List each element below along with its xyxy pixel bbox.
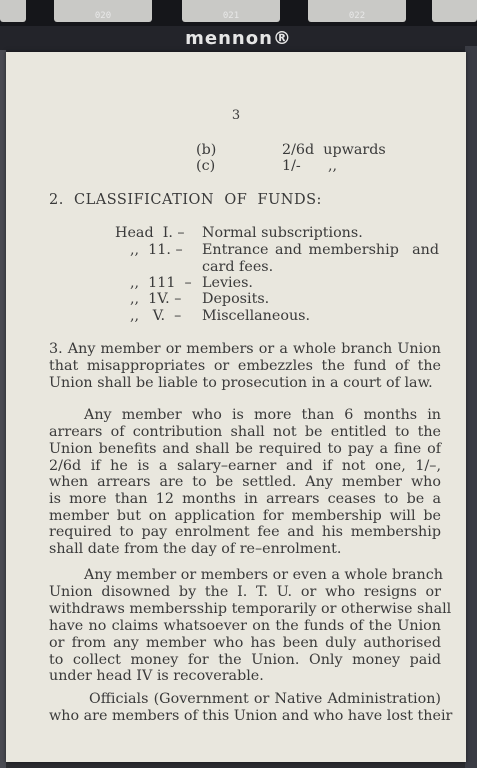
head-text: Levies. <box>202 275 253 291</box>
paragraph-line: shall date from the day of re–enrolment. <box>49 541 342 557</box>
head-text: Miscellaneous. <box>202 308 311 324</box>
paragraph-line: have no claims whatsoever on the funds of the Union <box>49 618 441 634</box>
paragraph-line: arrears of contribution shall not be entitled to the <box>49 424 441 440</box>
film-frame <box>54 0 152 22</box>
paragraph-line: to collect money for the Union. Only money paid <box>49 652 441 668</box>
paragraph-line: Any member who is more than 6 months in <box>84 407 441 423</box>
paragraph-line: when arrears are to be settled. Any member who <box>49 474 441 490</box>
head-text: card fees. <box>202 259 274 275</box>
film-frame <box>182 0 280 22</box>
head-text: Entrance and membership and <box>202 242 439 258</box>
list-item-value: 1/- ,, <box>282 158 338 174</box>
paragraph-line: Any member or members or even a whole branch <box>84 567 443 583</box>
list-item-label: (c) <box>196 158 216 174</box>
head-prefix: Head I. – <box>115 225 185 241</box>
film-frame-number: 022 <box>348 11 366 21</box>
list-item-value: 2/6d upwards <box>282 142 386 158</box>
paragraph-line: under head IV is recoverable. <box>49 668 264 684</box>
paragraph-line: who are members of this Union and who have lost their <box>49 708 453 724</box>
list-item-label: (b) <box>196 142 217 158</box>
head-text: Normal subscriptions. <box>202 225 363 241</box>
head-prefix: ,, 11. – <box>130 242 183 258</box>
film-frame-number: 021 <box>222 11 240 21</box>
document-page <box>6 52 466 762</box>
paragraph-line: Union disowned by the I. T. U. or who resigns or <box>49 584 441 600</box>
section-heading: 2. CLASSIFICATION OF FUNDS: <box>49 192 322 208</box>
scanner-edge-right <box>465 46 477 768</box>
paragraph-line: Union shall be liable to prosecution in a court of law. <box>49 375 433 391</box>
head-prefix: ,, 1V. – <box>130 291 182 307</box>
paragraph-line: withdraws membersship temporarily or otherwise shall <box>49 601 452 617</box>
page-number: 3 <box>231 108 241 123</box>
paragraph-line: 2/6d if he is a salary–earner and if not one, 1/–, <box>49 458 441 474</box>
paragraph-line: that misappropriates or embezzles the fund of the <box>49 358 441 374</box>
paragraph-line: required to pay enrolment fee and his membership <box>49 524 441 540</box>
film-frame-number: 020 <box>94 11 112 21</box>
paragraph-line: member but on application for membership will be <box>49 508 441 524</box>
paragraph-line: Union benefits and shall be required to pay a fine of <box>49 441 441 457</box>
paragraph-line: 3. Any member or members or a whole branch Union <box>49 341 441 357</box>
paragraph-line: is more than 12 months in arrears ceases to be a <box>49 491 441 507</box>
head-prefix: ,, 111 – <box>130 275 192 291</box>
film-frame <box>308 0 406 22</box>
brand-bar <box>0 26 477 54</box>
paragraph-line: Officials (Government or Native Administration) <box>89 691 441 707</box>
brand-logo: mennon® <box>185 28 292 49</box>
paragraph-line: or from any member who has been duly authorised <box>49 635 441 651</box>
film-frame <box>432 0 477 22</box>
film-frame <box>0 0 26 22</box>
head-text: Deposits. <box>202 291 270 307</box>
film-strip <box>0 0 477 26</box>
head-prefix: ,, V. – <box>130 308 182 324</box>
